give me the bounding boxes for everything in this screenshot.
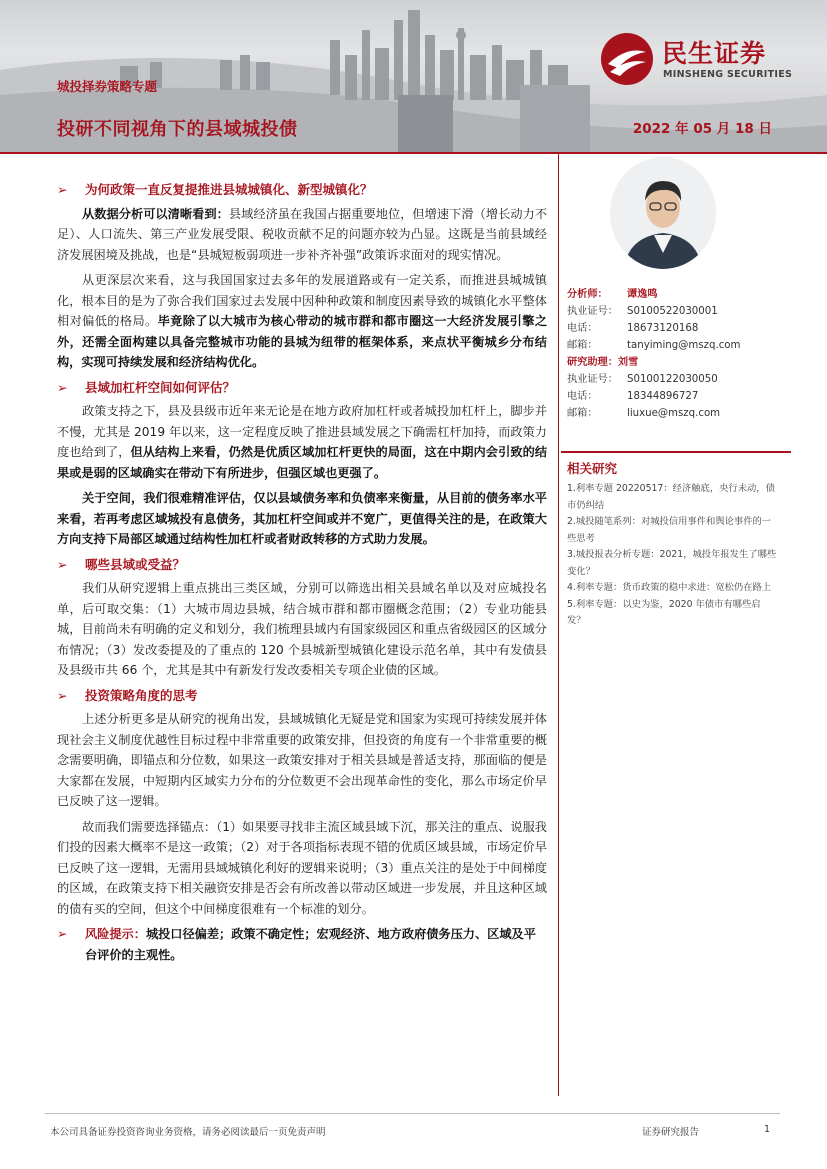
- analyst-portrait-image: [610, 157, 716, 269]
- assistant-phone: 18344896727: [627, 391, 699, 402]
- risk-warning: [57, 924, 547, 965]
- logo-text-cn: 民生证券: [662, 39, 767, 68]
- analyst-photo: [610, 157, 716, 269]
- header-banner: [0, 0, 827, 152]
- related-research-title: 相关研究: [567, 461, 618, 476]
- risk-label: 风险提示：: [85, 927, 146, 941]
- company-logo: [600, 30, 810, 90]
- report-date: 2022 年 05 月 18 日: [632, 121, 772, 137]
- related-item[interactable]: 1.利率专题 20220517：经济触底，央行未动，债市仍纠结: [567, 483, 775, 511]
- assistant-role-label: 研究助理：刘雪: [567, 357, 639, 368]
- paragraph: 上述分析更多是从研究的视角出发，县域城镇化无疑是党和国家为实现可持续发展并体现社会主义制度优越性目标过程中非常重要的政策安排，但投资的角度有一个非常重要的概念需要明确，即锚点和分位数，如果这一政策安排对于相关县域是普适支持，那面临的便是大家都在发展，中短期内区域实力分布的分位数更不会出现革命性的变化，那么市场定价早已反映了这一逻辑。: [57, 712, 547, 808]
- arrow-bullet-icon: ➢: [57, 687, 68, 703]
- main-content: [57, 180, 547, 965]
- related-item[interactable]: 3.城投报表分析专题：2021，城投年报发生了哪些变化？: [567, 549, 777, 577]
- header-divider: [0, 152, 827, 154]
- footer-report-type: 证券研究报告: [642, 1127, 700, 1138]
- logo-emblem-icon: [600, 32, 654, 86]
- analyst-name: 谭逸鸣: [627, 289, 658, 300]
- page-number: 1: [764, 1124, 771, 1135]
- arrow-bullet-icon: ➢: [57, 182, 68, 197]
- section-heading-text: 投资策略角度的思考: [85, 687, 198, 703]
- paragraph: 故而我们需要选择锚点：（1）如果要寻找非主流区域县域下沉，那关注的重点、说服我们投的因素大概率不是这一政策；（2）对于各项指标表现不错的优质区域县域，市场定价早已反映了这一逻辑，无需用县域城镇化利好的逻辑来说明；（3）重点关注的是处于中间梯度的区域，在政策支持下相关融资安排是否会有所改善以带动区域进一步发展，并且这种区域的债有买的空间，但这个中间梯度很难有一个标准的划分。: [57, 819, 547, 916]
- section-heading: [57, 180, 547, 201]
- arrow-bullet-icon: ➢: [57, 379, 68, 395]
- paragraph: [57, 401, 547, 483]
- paragraph-text: 县域经济虽在我国占据重要地位，但增速下滑（增长动力不足）、人口流失、第三产业发展受限、税收贡献不足的问题亦较为凸显。这既是当前县域经济发展困境及挑战，也是“县城短板弱项进一步补齐补强”政策诉求面对的现实情况。: [57, 206, 548, 262]
- arrow-bullet-icon: ➢: [57, 927, 68, 941]
- paragraph-bold: 毕竟除了以大城市为核心带动的城市群和都市圈这一大经济发展引擎之外，还需全面构建以具备完整城市功能的县城为纽带的框架体系，来点状平衡城乡分布结构，实现可持续发展和经济结构优化。: [57, 314, 548, 369]
- assistant-cert: S0100122030050: [627, 374, 718, 385]
- cert-label: 执业证号：: [567, 306, 618, 317]
- email-label: 邮箱：: [567, 408, 598, 419]
- analyst-cert: S0100522030001: [627, 306, 718, 317]
- section-heading-text: 为何政策一直反复提推进县城城镇化、新型城镇化？: [85, 182, 373, 197]
- analyst-phone: 18673120168: [627, 323, 699, 334]
- column-divider: [558, 154, 559, 1096]
- related-research-list: [567, 481, 777, 630]
- risk-text: 城投口径偏差；政策不确定性；宏观经济、地方政府债务压力、区域及平台评价的主观性。: [85, 927, 536, 962]
- paragraph-text: 从更深层次来看，这与我国国家过去多年的发展道路或有一定关系，而推进县城城镇化，根本目的是为了弥合我们国家过去发展中因种种政策和制度因素导致的城镇化水平整体相对偏低的格局。: [57, 273, 547, 328]
- analyst-role-label: 分析师：: [567, 289, 608, 300]
- paragraph-lead: 从数据分析可以清晰看到：: [82, 206, 229, 221]
- related-item[interactable]: 5.利率专题：以史为鉴，2020 年债市有哪些启发？: [567, 598, 761, 626]
- cert-label: 执业证号：: [567, 374, 618, 385]
- analyst-email[interactable]: tanyiming@mszq.com: [627, 340, 741, 351]
- section-heading: [57, 555, 547, 576]
- email-label: 邮箱：: [567, 340, 598, 351]
- phone-label: 电话：: [567, 391, 598, 402]
- paragraph-bold: 关于空间，我们很难精准评估，仅以县域债务率和负债率来衡量，从目前的债务率水平来看，若再考虑区域城投有息债务，其加杠杆空间或并不宽广，更值得关注的是，在政策大方向支持下局部区域通过结构性加杠杆或者财政转移的方式助力发展。: [57, 491, 547, 546]
- assistant-email[interactable]: liuxue@mszq.com: [627, 408, 721, 419]
- analyst-info: [567, 286, 777, 422]
- section-heading: [57, 378, 547, 399]
- paragraph: [57, 270, 547, 373]
- sidebar-divider: [561, 451, 791, 453]
- footer-divider: [45, 1113, 780, 1114]
- paragraph: 我们从研究逻辑上重点挑出三类区域，分别可以筛选出相关县域名单以及对应城投名单，后可取交集：（1）大城市周边县城，结合城市群和都市圈概念范围；（2）专业功能县城，目前尚未有明确的定义和划分，我们梳理县域内有国家级园区和重点省级园区的区域分布情况；（3）发改委提及的了重点的 120 个县城新型城镇化建设示范名单，其中有发债县及县级市共 66 个，尤其是其中有新发行发改委相关专项企业债的区域。: [57, 581, 547, 677]
- arrow-bullet-icon: ➢: [57, 556, 68, 572]
- paragraph: [57, 488, 547, 550]
- section-heading-text: 哪些县域或受益？: [85, 556, 186, 572]
- logo-text-en: MINSHENG SECURITIES: [663, 69, 793, 80]
- phone-label: 电话：: [567, 323, 598, 334]
- related-item[interactable]: 2.城投随笔系列：对城投信用事件和舆论事件的一些思考: [567, 516, 772, 544]
- related-item[interactable]: 4.利率专题：货币政策的稳中求进：宽松仍在路上: [567, 582, 772, 593]
- paragraph-bold: 但从结构上来看，仍然是优质区域加杠杆更快的局面，这在中期内会引致的结果或是弱的区域确实在带动下有所进步，但强区域也更强了。: [57, 445, 548, 480]
- paragraph-text: 政策支持之下，县及县级市近年来无论是在地方政府加杠杆或者城投加杠杆上，脚步并不慢，尤其是 2019 年以来，这一定程度反映了推进县域发展之下确需杠杆加持，而政策力度也给到了，: [57, 404, 547, 459]
- page-title: 投研不同视角下的县域城投债: [57, 119, 298, 140]
- series-label: 城投择券策略专题: [57, 79, 158, 94]
- paragraph: [57, 204, 547, 266]
- section-heading-text: 县域加杠杆空间如何评估？: [85, 379, 236, 395]
- section-heading: [57, 686, 547, 707]
- footer-disclaimer: 本公司具备证券投资咨询业务资格，请务必阅读最后一页免责声明: [50, 1127, 326, 1138]
